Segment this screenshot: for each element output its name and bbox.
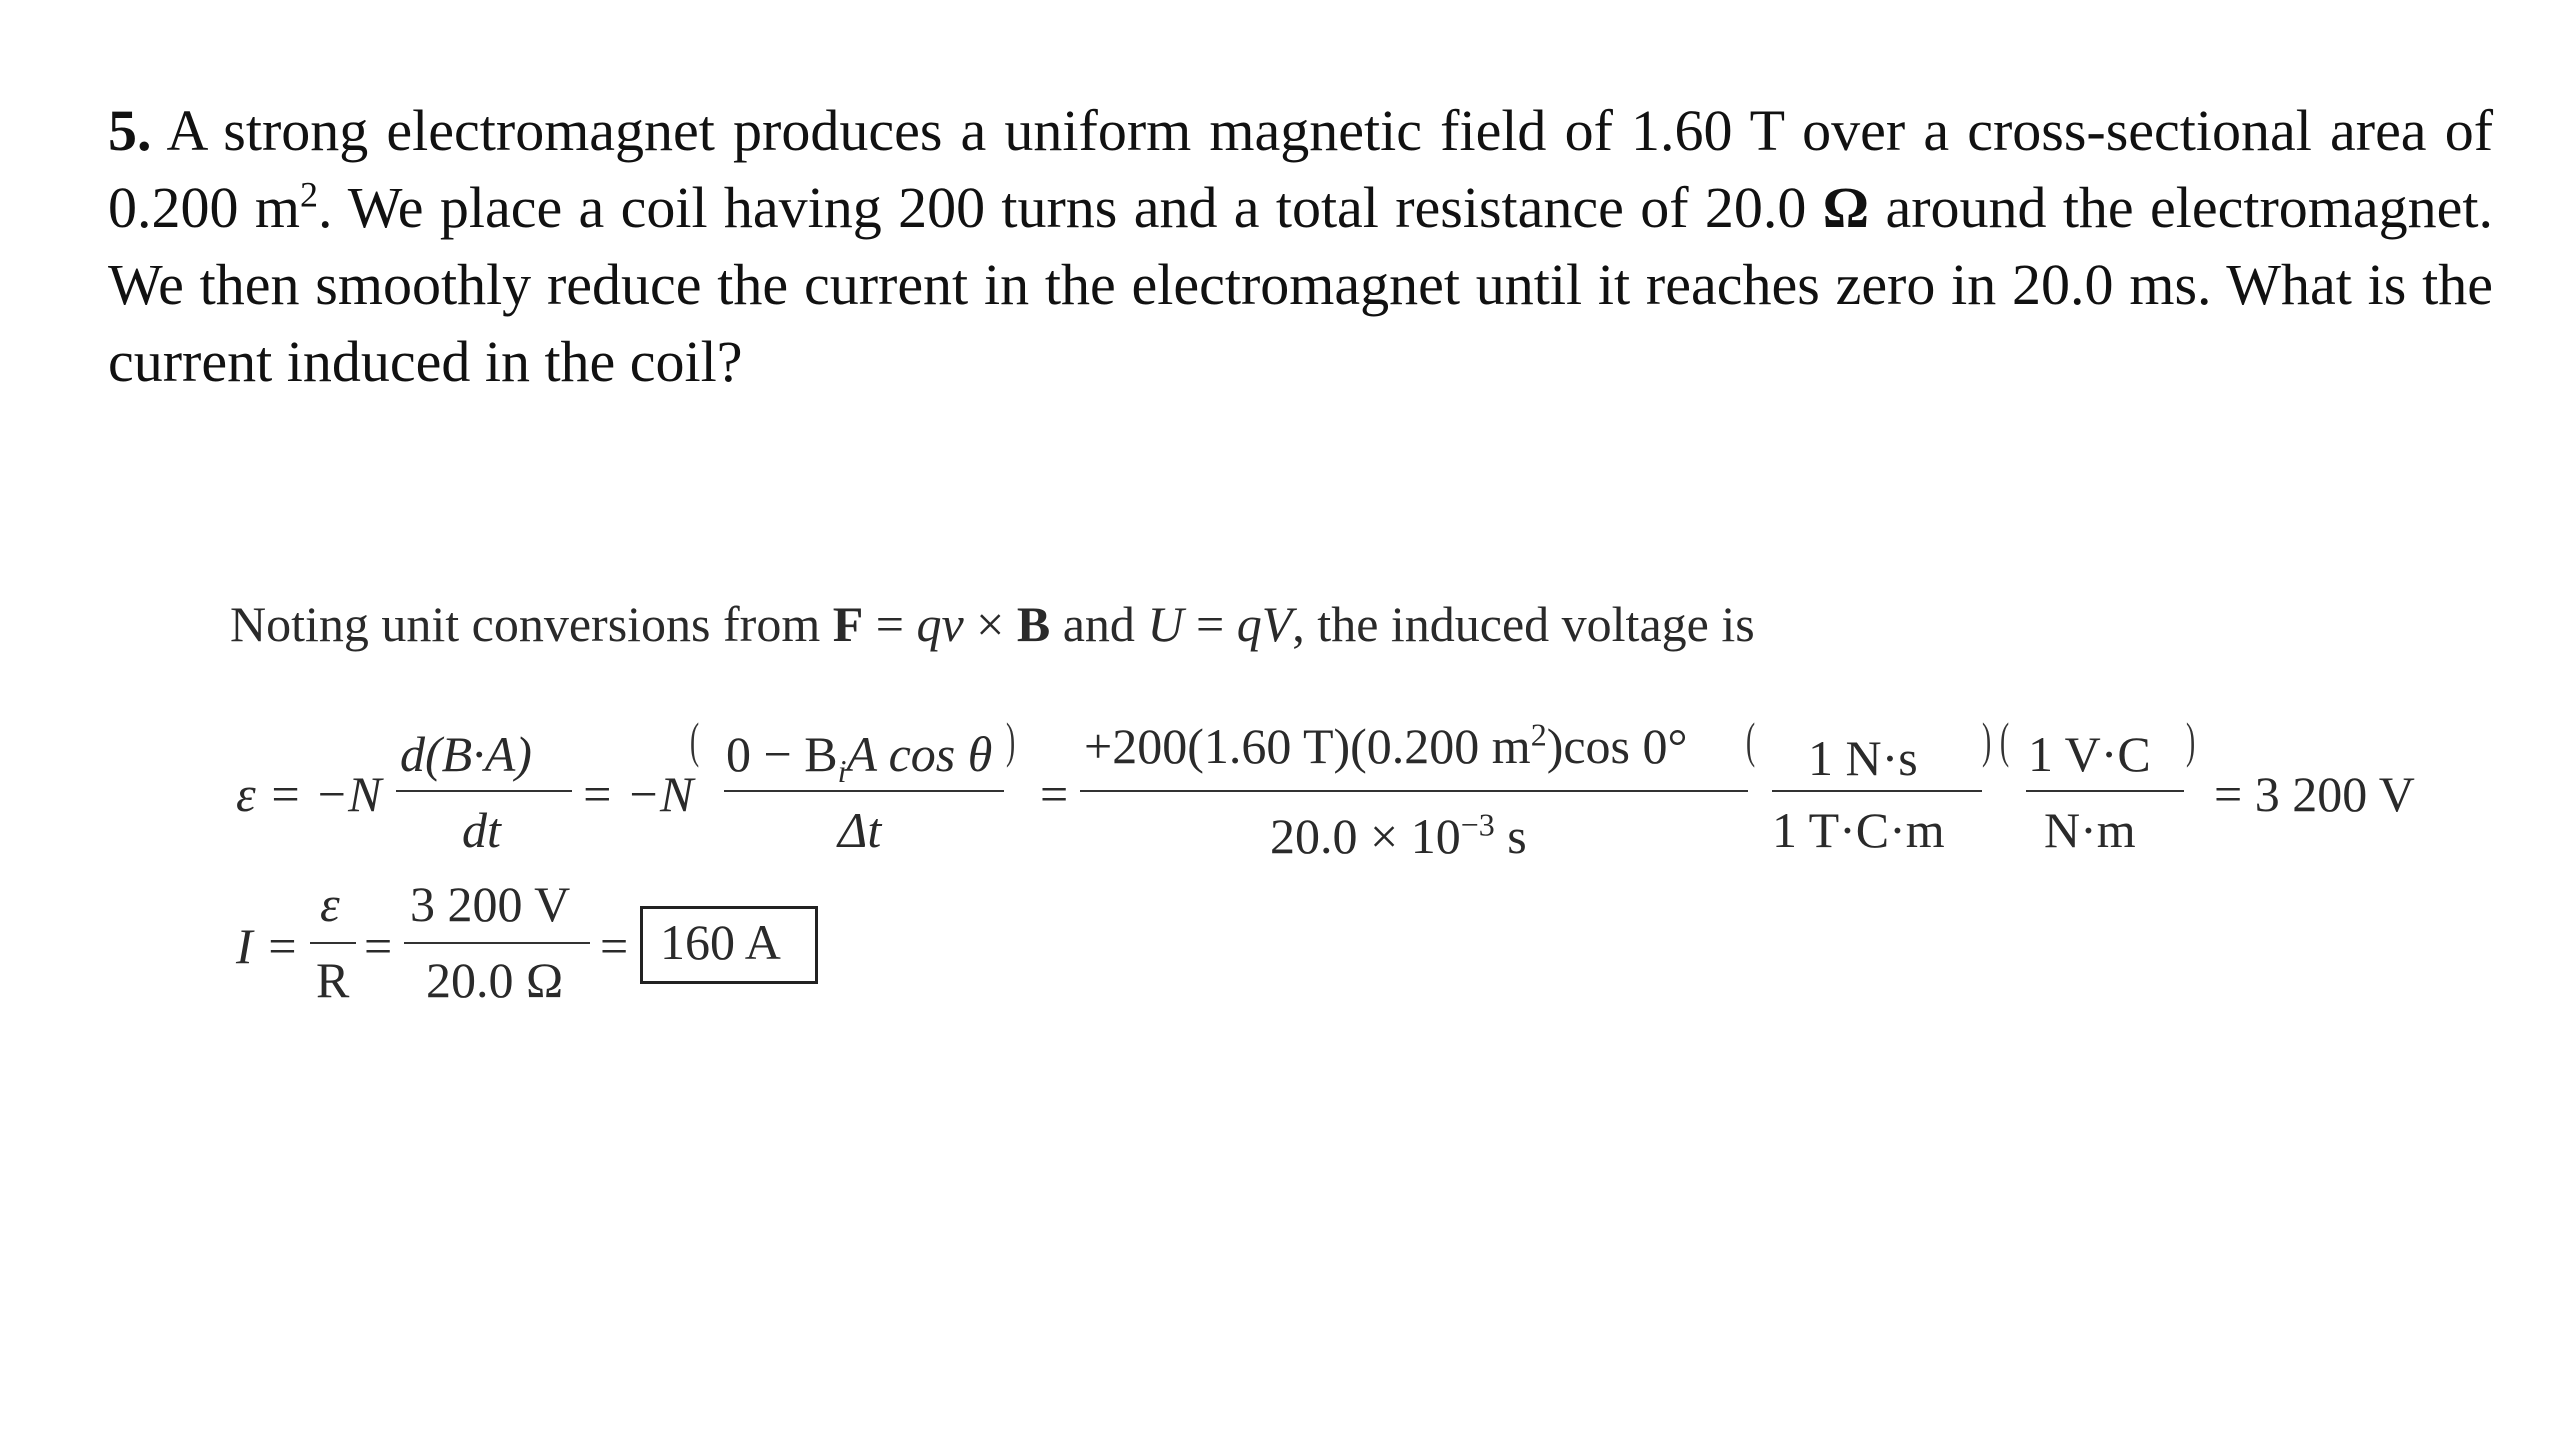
frac3-numerator <box>1084 718 1687 774</box>
frac4-numerator: 1 N·s <box>1808 730 1918 786</box>
frac2-bar <box>724 790 1004 792</box>
right-paren-3: ) <box>2186 712 2196 768</box>
frac7-denominator: 20.0 Ω <box>426 952 564 1008</box>
frac5-bar <box>2026 790 2184 792</box>
frac7-bar <box>404 942 590 944</box>
frac1-denominator: dt <box>462 802 501 858</box>
equals: = <box>1183 596 1237 652</box>
equals-a: = <box>364 918 393 974</box>
frac6-numerator: ε <box>320 876 340 932</box>
frac6-denominator: R <box>316 952 350 1008</box>
frac6-bar <box>310 942 356 944</box>
left-paren-2: ( <box>1746 712 1756 768</box>
omega-symbol: Ω <box>1822 175 1870 240</box>
frac5-numerator: 1 V·C <box>2028 726 2151 782</box>
frac2-denominator: Δt <box>838 802 882 858</box>
intro-text-end: , the induced voltage is <box>1292 596 1755 652</box>
emf-lhs: ε = −N <box>236 766 382 822</box>
frac3-bar <box>1080 790 1748 792</box>
intro-text: Noting unit conversions from <box>230 596 833 652</box>
equals: = <box>863 596 917 652</box>
current-lhs: I = <box>236 918 299 974</box>
field-symbol: B <box>1016 596 1051 652</box>
answer-value: 160 A <box>660 914 781 970</box>
equals-sign: = <box>1040 766 1069 822</box>
frac3-denominator <box>1270 808 1527 864</box>
right-paren-2: ) <box>1982 712 1992 768</box>
frac3-den-a: 20.0 × 10 <box>1270 808 1461 864</box>
and-text: and <box>1050 596 1148 652</box>
problem-number: 5. <box>108 98 152 163</box>
frac1-bar <box>396 790 572 792</box>
qv-term: qv <box>916 596 964 652</box>
energy-symbol: U <box>1147 596 1184 652</box>
cross-symbol: × <box>963 596 1017 652</box>
emf-result: = 3 200 V <box>2214 766 2415 822</box>
frac3-den-b: s <box>1494 808 1527 864</box>
problem-superscript: 2 <box>299 174 318 215</box>
force-symbol: F <box>832 596 864 652</box>
left-paren-1: ( <box>690 712 700 768</box>
solution-intro <box>230 596 1755 652</box>
frac2-num-rest: A cos θ <box>846 726 993 782</box>
qV-term: qV <box>1236 596 1293 652</box>
frac3-num-a: +200(1.60 T)(0.200 m <box>1084 718 1531 774</box>
subscript-i: i <box>837 753 847 789</box>
frac2-numerator <box>726 726 992 799</box>
frac1-numerator: d(B·A) <box>400 726 532 782</box>
problem-text-2: . We place a coil having 200 turns and a total resistance of 20.0 <box>317 175 1823 240</box>
problem-text-1: A strong electromagnet produces a uniform magnetic field of 1.60 T over a cross-sectional area of 0.200 m <box>108 98 2494 240</box>
equals-b: = <box>600 918 629 974</box>
frac7-numerator: 3 200 V <box>410 876 571 932</box>
frac5-denominator: N·m <box>2044 802 2136 858</box>
problem-text-3: around the electromagnet. We then smoothly reduce the current in the electromagnet until it reaches zero in 20.0 ms. What is the current induced in the coil? <box>108 175 2493 394</box>
frac2-num-text: 0 − B <box>726 726 838 782</box>
frac3-num-b: )cos 0° <box>1546 718 1688 774</box>
left-paren-3: ( <box>2000 712 2010 768</box>
frac3-num-sup: 2 <box>1530 716 1547 753</box>
frac4-denominator: 1 T·C·m <box>1772 802 1945 858</box>
frac4-bar <box>1772 790 1982 792</box>
right-paren-1: ) <box>1006 712 1016 768</box>
frac3-den-sup: −3 <box>1460 806 1495 843</box>
neg-n-term: = −N <box>580 766 694 822</box>
